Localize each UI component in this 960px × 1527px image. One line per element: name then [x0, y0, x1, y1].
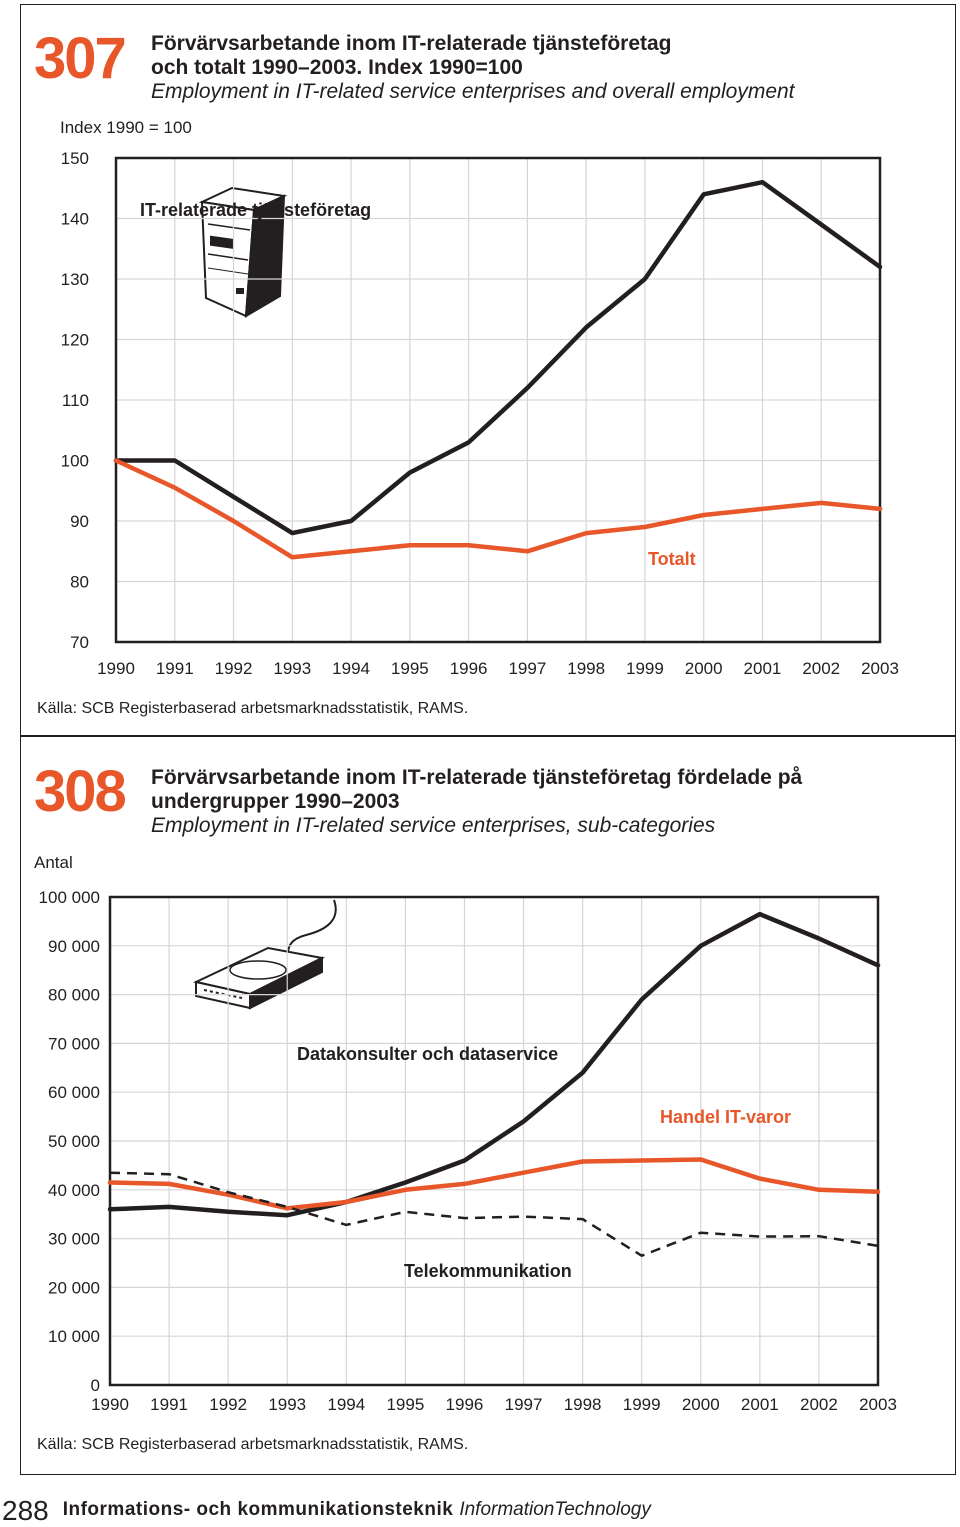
- chart-2-series-line-1: [110, 914, 878, 1215]
- chart-2-ytick-label: 60 000: [48, 1083, 100, 1103]
- figure-307-title-line2: och totalt 1990–2003. Index 1990=100: [151, 56, 523, 79]
- figure-308-title-line2: undergrupper 1990–2003: [151, 790, 400, 813]
- chart-2-xtick-label: 1995: [386, 1395, 425, 1414]
- figure-307-number: 307: [34, 26, 125, 91]
- figure-308-title-line1: Förvärvsarbetande inom IT-relaterade tjänsteföretag fördelade på: [151, 766, 803, 789]
- chart-1-xtick-label: 1992: [214, 659, 253, 678]
- chart-2-ytick-label: 10 000: [48, 1327, 100, 1347]
- chart-2-xtick-label: 2001: [740, 1395, 779, 1414]
- chart-2-ytick-label: 0: [90, 1376, 100, 1395]
- chart-2-ytick-label: 100 000: [38, 888, 100, 907]
- figure-307-source: Källa: SCB Registerbaserad arbetsmarknadsstatistik, RAMS.: [37, 700, 469, 717]
- chart-1-xtick-label: 1994: [332, 659, 370, 678]
- chart-2-xtick-label: 1992: [209, 1395, 248, 1414]
- chart-1-xtick-label: 1991: [155, 659, 194, 678]
- chart-1-ytick-label: 90: [70, 512, 89, 531]
- chart-2-xtick-label: 1994: [327, 1395, 366, 1414]
- chart-2-ytick-label: 30 000: [48, 1229, 100, 1249]
- chart-1-xtick-label: 1996: [449, 659, 488, 678]
- chart-2-ytick-label: 80 000: [48, 985, 100, 1005]
- chart-1-xtick-label: 2003: [861, 659, 899, 678]
- figure-308-subtitle: Employment in IT-related service enterprises, sub-categories: [151, 814, 716, 837]
- chart-2-series-label-3: Telekommunikation: [404, 1261, 572, 1281]
- chart-2-xtick-label: 2003: [859, 1395, 897, 1414]
- chart-2-xtick-label: 1990: [91, 1395, 129, 1414]
- chart-1-ytick-label: 130: [60, 270, 89, 289]
- chart-1-xtick-label: 1990: [97, 659, 135, 678]
- chart-2-xtick-label: 1998: [563, 1395, 602, 1414]
- chart-2-series-line-3: [110, 1173, 878, 1256]
- chart-1-ytick-label: 70: [70, 633, 89, 652]
- figure-307-title-line1: Förvärvsarbetande inom IT-relaterade tjänsteföretag: [151, 32, 672, 55]
- page-footer: [2, 1495, 651, 1527]
- figure-308-number: 308: [34, 759, 125, 824]
- chart-2-xtick-label: 1993: [268, 1395, 307, 1414]
- figure-308-source: Källa: SCB Registerbaserad arbetsmarknadsstatistik, RAMS.: [37, 1436, 469, 1453]
- chart-1-xtick-label: 2002: [802, 659, 841, 678]
- figure-308-unit-label: Antal: [34, 853, 73, 872]
- chart-1-xtick-label: 1998: [567, 659, 606, 678]
- chart-2-xtick-label: 1997: [504, 1395, 543, 1414]
- section-title: Informations- och kommunikationsteknik: [62, 1499, 454, 1521]
- chart-1-xtick-label: 1997: [508, 659, 547, 678]
- chart-1-ytick-label: 110: [61, 391, 89, 410]
- chart-1-xtick-label: 1993: [273, 659, 312, 678]
- chart-2-xtick-label: 1999: [622, 1395, 661, 1414]
- chart-2-xtick-label: 1991: [150, 1395, 188, 1414]
- figure-307-unit-label: Index 1990 = 100: [60, 118, 192, 137]
- chart-1-xtick-label: 2001: [743, 659, 782, 678]
- chart-1-xtick-label: 2000: [684, 659, 723, 678]
- section-title-en: InformationTechnology: [459, 1499, 651, 1521]
- chart-2-ytick-label: 50 000: [48, 1132, 100, 1151]
- chart-2-xtick-label: 2002: [800, 1395, 838, 1414]
- chart-2-series-label-2: Handel IT-varor: [660, 1107, 792, 1127]
- chart-2-series-line-2: [110, 1160, 878, 1209]
- chart-1-xtick-label: 1995: [390, 659, 429, 678]
- figure-307-subtitle: Employment in IT-related service enterprises and overall employment: [151, 80, 795, 103]
- modem-icon: [196, 900, 336, 1008]
- chart-1-ytick-label: 150: [60, 149, 89, 168]
- chart-2-ytick-label: 90 000: [48, 936, 100, 956]
- chart-2-xtick-label: 1996: [445, 1395, 484, 1414]
- chart-2-ytick-label: 20 000: [48, 1278, 100, 1298]
- chart-1-series-line-2: [116, 461, 880, 558]
- page-number: 288: [2, 1495, 49, 1526]
- chart-1-xtick-label: 1999: [626, 659, 664, 678]
- chart-1-ytick-label: 140: [60, 209, 89, 229]
- chart-2-ytick-label: 70 000: [48, 1034, 100, 1054]
- chart-1-ytick-label: 100: [60, 451, 89, 471]
- chart-2-series-label-1: Datakonsulter och dataservice: [297, 1044, 559, 1064]
- chart-1-ytick-label: 120: [60, 330, 89, 350]
- chart-1-series-label-1: IT-relaterade tjänsteföretag: [140, 200, 372, 220]
- chart-2-xtick-label: 2000: [681, 1395, 720, 1414]
- chart-1-series-label-2: Totalt: [648, 549, 696, 569]
- chart-1-ytick-label: 80: [70, 572, 89, 592]
- chart-2-ytick-label: 40 000: [48, 1180, 100, 1200]
